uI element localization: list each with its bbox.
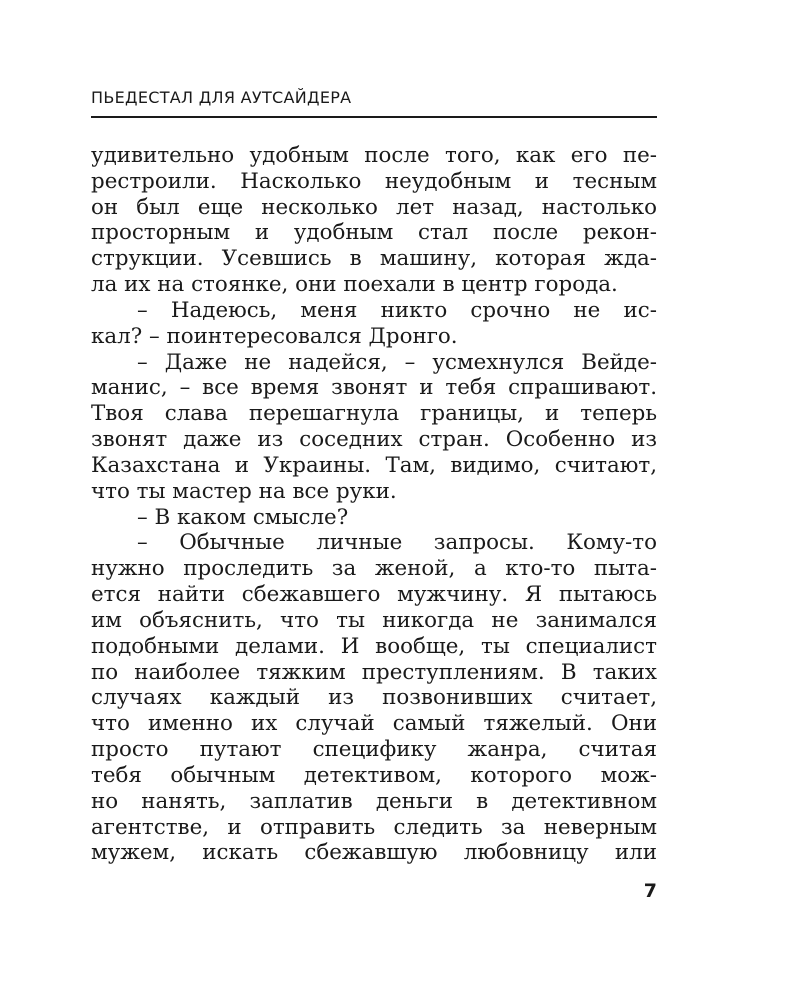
text-line: кал? – поинтересовался Дронго.	[91, 323, 458, 349]
running-header: ПЬЕДЕСТАЛ ДЛЯ АУТСАЙДЕРА	[91, 88, 352, 107]
text-line: им объяснить, что ты никогда не занимался	[91, 607, 657, 633]
text-line: он был еще несколько лет назад, настолько	[91, 194, 657, 220]
page-number: 7	[643, 880, 657, 902]
text-line: по наиболее тяжким преступлениям. В таких	[91, 659, 657, 685]
text-line: рестроили. Насколько неудобным и тесным	[91, 168, 657, 194]
text-line: тебя обычным детективом, которого мож-	[91, 762, 657, 788]
text-line: – В каком смысле?	[137, 504, 349, 530]
text-line: – Обычные личные запросы. Кому-то	[137, 530, 657, 556]
text-line: манис, – все время звонят и тебя спрашивают.	[91, 375, 657, 401]
text-line: случаях каждый из позвонивших считает,	[91, 685, 657, 711]
text-line: ла их на стоянке, они поехали в центр города.	[91, 272, 618, 298]
text-line: агентстве, и отправить следить за неверным	[91, 814, 657, 840]
text-line: звонят даже из соседних стран. Особенно из	[91, 427, 657, 453]
body-text	[91, 143, 657, 866]
text-line: ется найти сбежавшего мужчину. Я пытаюсь	[91, 582, 657, 608]
text-line: подобными делами. И вообще, ты специалист	[91, 633, 657, 659]
text-line: струкции. Усевшись в машину, которая жда-	[91, 246, 657, 272]
text-line: просто путают специфику жанра, считая	[91, 737, 657, 763]
text-line: Твоя слава перешагнула границы, и теперь	[91, 401, 657, 427]
text-line: – Надеюсь, меня никто срочно не ис-	[137, 297, 657, 323]
text-line: просторным и удобным стал после рекон-	[91, 220, 657, 246]
text-line: нужно проследить за женой, а кто-то пыта-	[91, 556, 657, 582]
text-line: что именно их случай самый тяжелый. Они	[91, 711, 657, 737]
text-line: удивительно удобным после того, как его пе-	[91, 143, 657, 168]
text-line: – Даже не надейся, – усмехнулся Вейде-	[137, 349, 657, 375]
text-line: мужем, искать сбежавшую любовницу или	[91, 840, 657, 866]
text-line: что ты мастер на все руки.	[91, 478, 397, 504]
text-line: но нанять, заплатив деньги в детективном	[91, 788, 657, 814]
text-line: Казахстана и Украины. Там, видимо, считают,	[91, 452, 657, 478]
header-rule	[91, 116, 657, 118]
